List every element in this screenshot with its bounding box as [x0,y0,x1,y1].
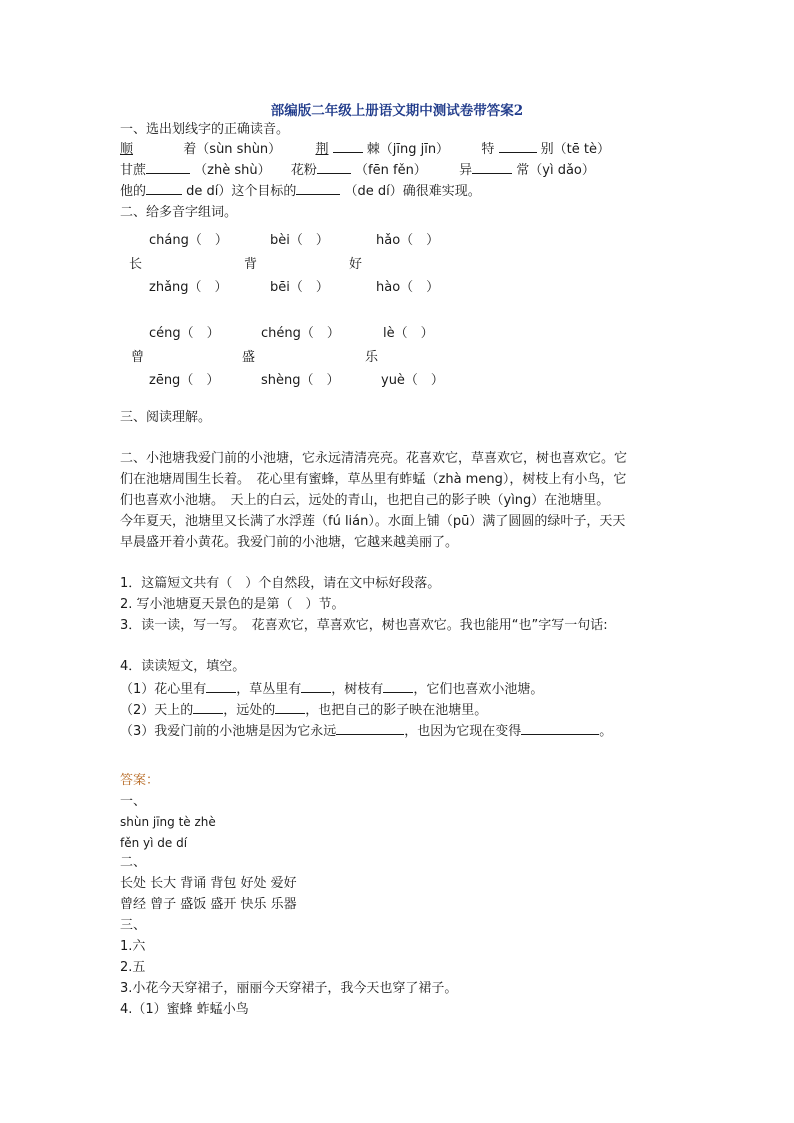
q4-line-3 [120,721,612,741]
q4-l3-blank-2[interactable] [521,721,599,735]
q1-r1-char-c: 荆 [315,142,329,157]
q1-row-3 [120,181,481,201]
q3-question-2: 2. 写小池塘夏天景色的是第（ ）节。 [120,597,345,612]
q1-r2-word-a: 甘蔗 [120,163,147,178]
q4-l1-text-d: ，它们也喜欢小池塘。 [413,682,544,697]
q2-g2-bottom-1: zēng（ ） [149,373,220,388]
q1-r1-blank-2[interactable] [499,139,537,153]
q4-heading: 4．读读短文，填空。 [120,659,246,674]
q3-heading: 三、阅读理解。 [120,410,212,425]
passage-line-2: 们在池塘周围生长着。 花心里有蜜蜂，草丛里有蚱蜢（zhà meng），树枝上有小鸟，它 [120,472,627,487]
q1-r2-blank-2[interactable] [317,160,351,174]
answer-line-9: 2.五 [120,960,146,975]
q2-g2-char-2: 盛 [242,350,256,365]
q2-g2-bottom-2: shèng（ ） [261,373,340,388]
q2-g1-char-3: 好 [349,257,363,272]
q4-l3-text-b: ，也因为它现在变得 [404,724,522,739]
answer-line-8: 1.六 [120,939,146,954]
q4-l1-blank-2[interactable] [301,679,331,693]
answer-line-1: 一、 [120,794,147,809]
q2-g2-char-1: 曾 [131,350,145,365]
answer-line-11: 4.（1）蜜蜂 蚱蜢小鸟 [120,1002,249,1017]
q1-r3-blank-1[interactable] [146,181,182,195]
q2-g2-bottom-3: yuè（ ） [381,373,444,388]
passage-line-3: 们也喜欢小池塘。 天上的白云，远处的青山，也把自己的影子映（yìng）在池塘里。 [120,493,610,508]
q2-g1-char-2: 背 [244,257,258,272]
q2-g2-char-3: 乐 [365,350,379,365]
answer-line-3: fěn yì de dí [120,836,188,850]
q4-l2-blank-2[interactable] [275,700,305,714]
q1-r2-text-d: （fēn fěn） [355,163,427,178]
q1-r2-text-b: （zhè shù） [194,163,271,178]
q2-g2-top-1: céng（ ） [149,326,220,341]
q1-row-1 [120,139,610,159]
q2-g2-top-3: lè（ ） [383,326,434,341]
q3-question-3: 3．读一读，写一写。 花喜欢它，草喜欢它，树也喜欢它。我也能用“也”字写一句话: [120,618,608,633]
q4-l2-text-c: ，也把自己的影子映在池塘里。 [305,703,488,718]
q4-l2-blank-1[interactable] [193,700,223,714]
q4-l1-blank-3[interactable] [383,679,413,693]
q2-g1-bottom-2: bēi（ ） [270,280,329,295]
q4-l2-text-b: ，远处的 [223,703,276,718]
answer-line-5: 长处 长大 背诵 背包 好处 爱好 [120,876,297,891]
q1-row-2 [120,160,595,180]
answer-line-2: shùn jīng tè zhè [120,815,216,829]
answer-line-10: 3.小花今天穿裙子，丽丽今天穿裙子，我今天也穿了裙子。 [120,981,458,996]
q4-l1-text-c: ，树枝有 [331,682,384,697]
q2-g1-top-1: cháng（ ） [149,233,228,248]
q4-l3-text-a: （3）我爱门前的小池塘是因为它永远 [120,724,337,739]
q2-g1-top-2: bèi（ ） [270,233,329,248]
passage-line-4: 今年夏天，池塘里又长满了水浮莲（fú lián）。水面上铺（pū）满了圆圆的绿叶子，天天 [120,514,626,529]
q4-l1-blank-1[interactable] [206,679,236,693]
q2-g1-bottom-3: hào（ ） [376,280,440,295]
q1-r2-blank-1[interactable] [146,160,190,174]
q4-l1-text-a: （1）花心里有 [120,682,207,697]
q1-r3-text-c: （de dí）确很难实现。 [344,184,481,199]
q4-l3-blank-1[interactable] [336,721,404,735]
q2-g2-top-2: chéng（ ） [261,326,340,341]
q1-r2-blank-3[interactable] [472,160,512,174]
q2-g1-char-1: 长 [129,257,143,272]
q4-line-1 [120,679,543,699]
q2-g1-top-3: hǎo（ ） [376,233,440,248]
q1-r1-char-e: 特 [481,142,495,157]
answer-line-4: 二、 [120,855,147,870]
q1-heading: 一、选出划线字的正确读音。 [120,122,290,137]
passage-line-1: 二、小池塘我爱门前的小池塘，它永远清清亮亮。花喜欢它，草喜欢它，树也喜欢它。它 [120,451,628,466]
answer-line-7: 三、 [120,918,147,933]
q4-l3-text-c: 。 [599,724,613,739]
q1-r1-text-b: 着（sùn shùn） [183,142,282,157]
q1-r1-text-d: 棘（jīng jīn） [366,142,450,157]
q1-r3-text-b: de dí）这个目标的 [186,184,297,199]
q1-r2-char-e: 异 [459,163,473,178]
q1-r1-blank-1[interactable] [333,139,363,153]
q4-l1-text-b: ，草丛里有 [236,682,302,697]
q1-r1-text-f: 别（tē tè） [540,142,610,157]
q1-r3-blank-2[interactable] [296,181,340,195]
q3-question-1: 1．这篇短文共有（ ）个自然段，请在文中标好段落。 [120,576,441,591]
q2-g1-bottom-1: zhǎng（ ） [149,280,228,295]
q1-r2-word-c: 花粉 [290,163,317,178]
q2-heading: 二、给多音字组词。 [120,205,238,220]
page-title: 部编版二年级上册语文期中测试卷带答案2 [270,103,524,119]
q1-r3-text-a: 他的 [120,184,147,199]
q1-r1-char-a: 顺 [120,142,134,157]
answers-heading: 答案： [120,773,160,788]
q1-r2-text-f: 常（yì dǎo） [516,163,595,178]
q4-line-2 [120,700,487,720]
passage-line-5: 早晨盛开着小黄花。我爱门前的小池塘，它越来越美丽了。 [120,535,459,550]
answer-line-6: 曾经 曾子 盛饭 盛开 快乐 乐器 [120,897,297,912]
q4-l2-text-a: （2）天上的 [120,703,194,718]
